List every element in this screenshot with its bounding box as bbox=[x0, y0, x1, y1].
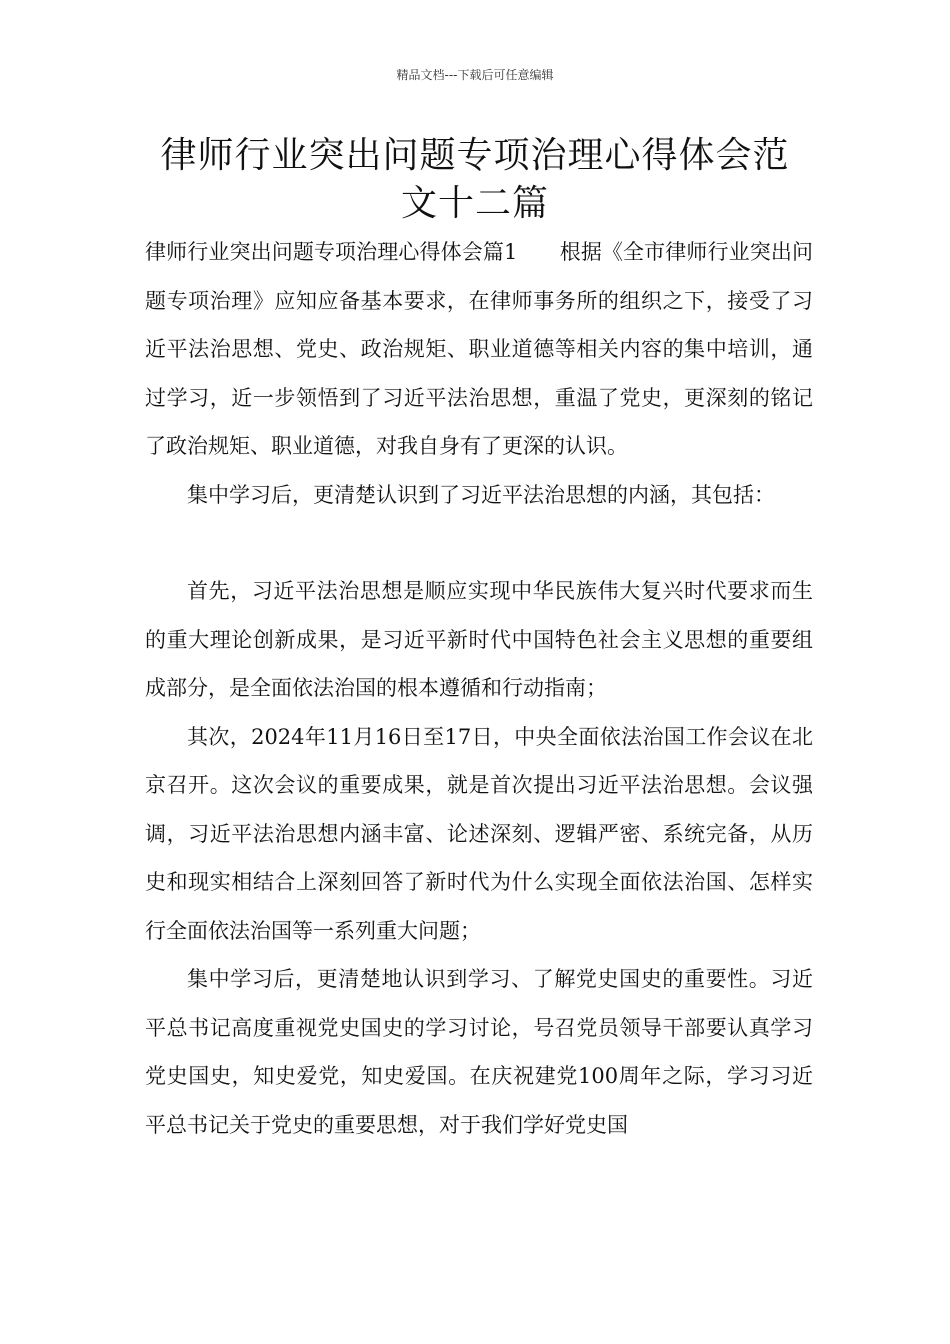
title-line-2: 文十二篇 bbox=[400, 183, 549, 224]
document-title bbox=[100, 132, 850, 228]
title-line-1: 律师行业突出问题专项治理心得体会范 bbox=[160, 135, 790, 176]
paragraph-intro: 律师行业突出问题专项治理心得体会篇1 根据《全市律师行业突出问题专项治理》应知应备基本要求，在律师事务所的组织之下，接受了习近平法治思想、党史、政治规矩、职业道德等相关内容的集中培训，通过学习，近一步领悟到了习近平法治思想，重温了党史，更深刻的铭记了政治规矩、职业道德，对我自身有了更深的认识。 bbox=[145, 240, 813, 458]
page-header: 精品文档---下载后可任意编辑 bbox=[396, 68, 554, 82]
paragraph-first-point: 首先，习近平法治思想是顺应实现中华民族伟大复兴时代要求而生的重大理论创新成果，是习近平新时代中国特色社会主义思想的重要组成部分，是全面依法治国的根本遵循和行动指南； bbox=[145, 579, 813, 700]
paragraph-party-history: 集中学习后，更清楚地认识到学习、了解党史国史的重要性。习近平总书记高度重视党史国史的学习讨论，号召党员领导干部要认真学习党史国史，知史爱党，知史爱国。在庆祝建党100周年之际，学习习近平总书记关于党史的重要思想，对于我们学好党史国 bbox=[145, 967, 813, 1137]
paragraph-second-point: 其次，2024年11月16日至17日，中央全面依法治国工作会议在北京召开。这次会议的重要成果，就是首次提出习近平法治思想。会议强调，习近平法治思想内涵丰富、论述深刻、逻辑严密、系统完备，从历史和现实相结合上深刻回答了新时代为什么实现全面依法治国、怎样实行全面依法治国等一系列重大问题； bbox=[145, 724, 813, 943]
document-body bbox=[145, 228, 813, 1149]
paragraph-summary: 集中学习后，更清楚认识到了习近平法治思想的内涵，其包括： bbox=[187, 482, 775, 507]
